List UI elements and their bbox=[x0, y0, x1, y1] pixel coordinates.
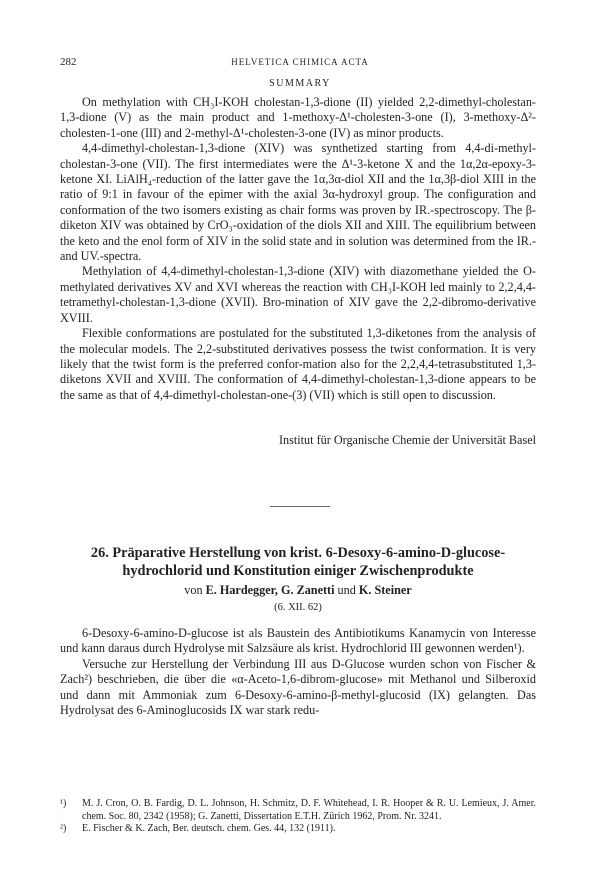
article-title: 26. Präparative Herstellung von krist. 6-Desoxy-6-amino-D-glucose-hydrochlorid und Konstitution einiger Zwischenprodukte bbox=[90, 545, 506, 579]
author-2: G. Zanetti bbox=[281, 583, 335, 597]
footnote-2 bbox=[60, 823, 536, 836]
summary-paragraph-4: Flexible conformations are postulated for the substituted 1,3-diketones from the analysis of the molecular models. The 2,2-substituted derivatives possess the twist conformation. It is very likely that the twist form is the preferred confor-mation also for the 2,2,4,4-tetrasubstituted 1,3-diketons XVII and XVIII. The conformation of 4,4-dimethyl-cholestan-1,3-dione appears to be the same as that of 4,4-dimethyl-cholestan-one-(3) (VII) which is still open to discussion. bbox=[60, 326, 536, 402]
footnote-mark: ¹) bbox=[60, 798, 67, 809]
summary-body bbox=[60, 95, 536, 403]
author-line bbox=[60, 583, 536, 598]
author-3: K. Steiner bbox=[358, 583, 412, 597]
footnote-text: E. Fischer & K. Zach, Ber. deutsch. chem. Ges. 44, 132 (1911). bbox=[82, 823, 336, 835]
article-paragraph-2: Versuche zur Herstellung der Verbindung III aus D-Glucose wurden schon von Fischer & Zach²) beschrieben, die über die «α-Aceto-1,6-dibrom-glucose» mit Methanol und Silberoxid und dann mit Ammoniak zum 6-Desoxy-6-amino-β-methyl-glucosid (IX) gelangten. Das Hydrolysat des 6-Aminoglucosids IX war stark redu- bbox=[60, 656, 536, 718]
page-number: 282 bbox=[60, 56, 77, 68]
summary-paragraph-1: On methylation with CH₃I-KOH cholestan-1,3-dione (II) yielded 2,2-dimethyl-cholestan-1,3-dione (V) as the main product and 1-methoxy-Δ¹-cholesten-3-one (I), 3-methoxy-Δ²-cholesten-1-one (III) and 2-methyl-Δ¹-cholesten-3-one (IV) as minor products. bbox=[60, 95, 536, 140]
footnote-1 bbox=[60, 798, 536, 823]
authors-von: von bbox=[184, 583, 203, 597]
summary-paragraph-2: 4,4-dimethyl-cholestan-1,3-dione (XIV) was synthetized starting from 4,4-di-methyl-cholestan-3-one (VII). The first intermediates were the Δ¹-3-ketone X and the 1α,2α-epoxy-3-ketone XI. LiAlH₄-reduction of the latter gave the 1α,3α-diol XII and the 1α,3β-diol XIII in the ratio of 9:1 in favour of the epimer with the axial 3α-hydroxyl group. The configuration and conformation of the two isomers existing as chair forms was proven by IR.-spectroscopy. The β-diketon XIV was obtained by CrO₃-oxidation of the diols XII and XIII. The equilibrium between the keto and the enol form of XIV in the solid state and in solution was determined from the IR.- and UV.-spectra. bbox=[60, 141, 536, 264]
article-body bbox=[60, 626, 536, 718]
article-paragraph-1: 6-Desoxy-6-amino-D-glucose ist als Baustein des Antibiotikums Kanamycin von Interesse und kann daraus durch Hydrolyse mit Salzsäure als krist. Hydrochlorid III gewonnen werden¹). bbox=[60, 626, 536, 656]
received-date: (6. XII. 62) bbox=[274, 602, 322, 613]
footnote-mark: ²) bbox=[60, 823, 67, 835]
institute-affiliation: Institut für Organische Chemie der Universität Basel bbox=[278, 433, 536, 447]
summary-heading: SUMMARY bbox=[269, 78, 331, 89]
footnote-text: M. J. Cron, O. B. Fardig, D. L. Johnson, H. Schmitz, D. F. Whitehead, I. R. Hooper & R. U. Lemieux, J. Amer. chem. Soc. 80, 2342 (1958); G. Zanetti, Dissertation E.T.H. Zürich 1962, Prom. Nr. 3241. bbox=[82, 798, 536, 822]
footnotes bbox=[60, 798, 536, 836]
section-divider bbox=[270, 506, 330, 507]
authors-und: und bbox=[337, 583, 356, 597]
author-1: E. Hardegger, bbox=[205, 583, 278, 597]
running-header: HELVETICA CHIMICA ACTA bbox=[231, 57, 369, 67]
summary-paragraph-3: Methylation of 4,4-dimethyl-cholestan-1,3-dione (XIV) with diazomethane yielded the O-methylated derivatives XV and XVI whereas the reaction with CH₃I-KOH led mainly to 2,2,4,4-tetramethyl-cholestan-1,3-dione (XVII). Bro-mination of XIV gave the 2,2-dibromo-derivative XVIII. bbox=[60, 264, 536, 325]
